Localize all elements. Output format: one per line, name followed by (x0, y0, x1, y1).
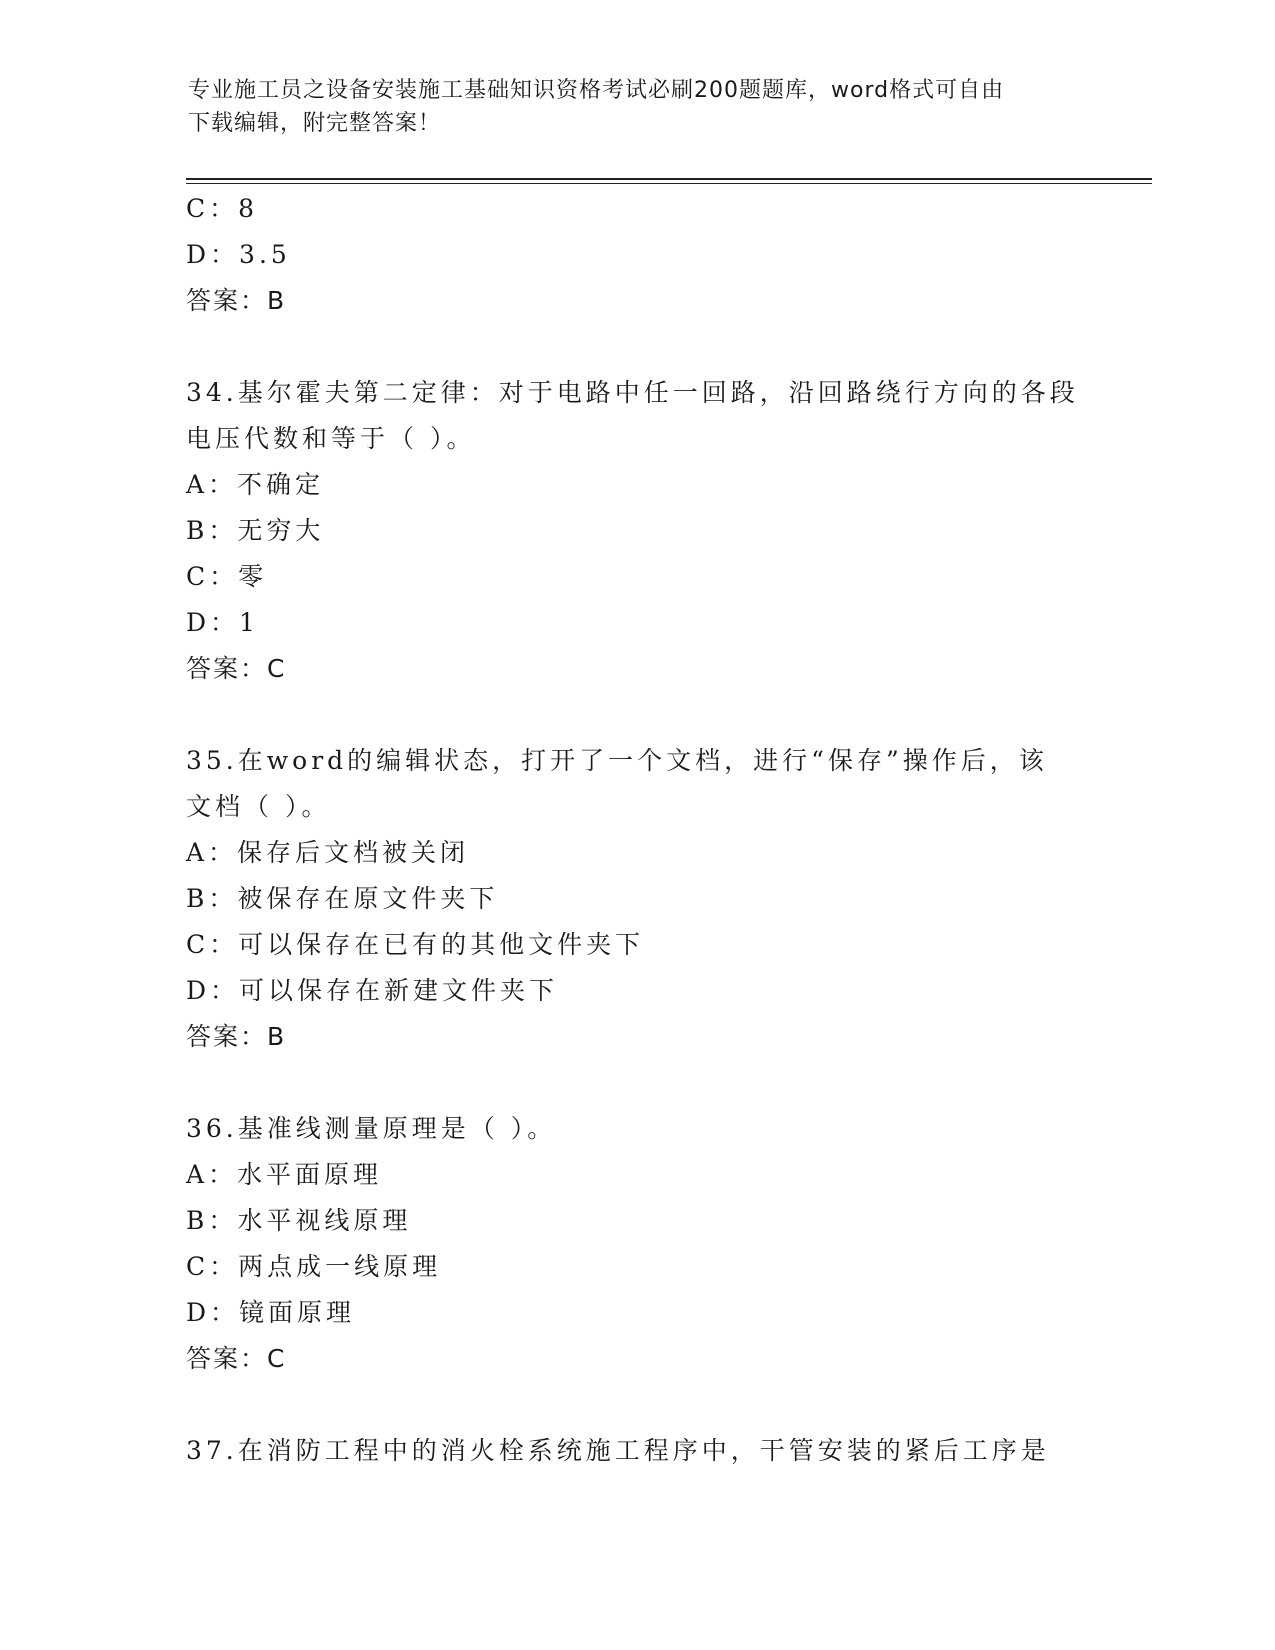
question-35 (186, 738, 1086, 1060)
option-a: A：不确定 (186, 470, 325, 499)
question-34 (186, 370, 1086, 692)
answer-line: 答案：B (186, 1022, 287, 1051)
option-a: A：保存后文档被关闭 (186, 838, 470, 867)
option-c: C：可以保存在已有的其他文件夹下 (186, 930, 645, 959)
question-stem: 36.基准线测量原理是（ ）。 (186, 1114, 557, 1143)
option-b: B：无穷大 (186, 516, 325, 545)
option-d: D：3.5 (186, 240, 291, 269)
question-stem: 35.在word的编辑状态，打开了一个文档，进行“保存”操作后，该 (186, 746, 1048, 775)
spacer (186, 692, 1086, 738)
document-body (186, 186, 1086, 1474)
answer-line: 答案：B (186, 286, 287, 315)
question-stem-cont: 文档（ ）。 (186, 792, 331, 821)
answer-line: 答案：C (186, 654, 287, 683)
spacer (186, 1382, 1086, 1428)
option-b: B：水平视线原理 (186, 1206, 412, 1235)
option-b: B：被保存在原文件夹下 (186, 884, 499, 913)
document-header (188, 74, 1078, 140)
spacer (186, 1060, 1086, 1106)
option-d: D：1 (186, 608, 259, 637)
header-rule-thick (186, 178, 1152, 180)
question-stem-cont: 电压代数和等于（ ）。 (186, 424, 476, 453)
header-rule-thin (186, 183, 1152, 184)
answer-line: 答案：C (186, 1344, 287, 1373)
question-33-tail (186, 186, 1086, 324)
question-36 (186, 1106, 1086, 1382)
option-a: A：水平面原理 (186, 1160, 383, 1189)
question-stem: 34.基尔霍夫第二定律：对于电路中任一回路，沿回路绕行方向的各段 (186, 378, 1079, 407)
header-line-1: 专业施工员之设备安装施工基础知识资格考试必刷200题题库，word格式可自由 (188, 78, 1005, 103)
question-37 (186, 1428, 1086, 1474)
header-line-2: 下载编辑，附完整答案！ (188, 111, 442, 136)
option-d: D：镜面原理 (186, 1298, 356, 1327)
option-c: C：两点成一线原理 (186, 1252, 442, 1281)
spacer (186, 324, 1086, 370)
question-stem: 37.在消防工程中的消火栓系统施工程序中，干管安装的紧后工序是 (186, 1436, 1050, 1465)
option-d: D：可以保存在新建文件夹下 (186, 976, 559, 1005)
option-c: C：8 (186, 194, 259, 223)
option-c: C：零 (186, 562, 268, 591)
